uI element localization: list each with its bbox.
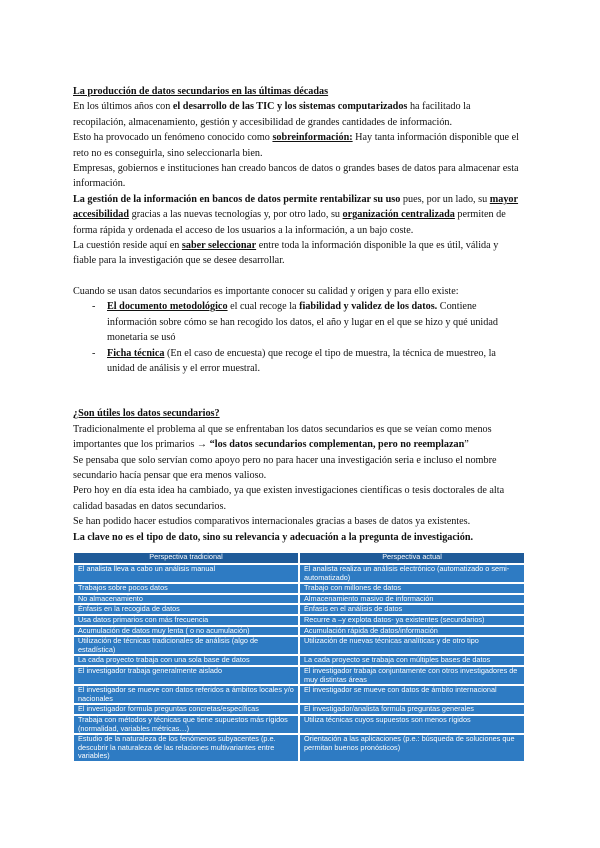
current-cell: El investigador trabaja conjuntamente con otros investigadores de muy distintas áreas <box>299 666 525 685</box>
paragraph-tradicional: Tradicionalmente el problema al que se enfrentaban los datos secundarios es que se veían como menos importantes que los primarios → “los datos secundarios complementan, pero no reemplazan” <box>73 423 492 451</box>
traditional-cell: La cada proyecto trabaja con una sola base de datos <box>73 655 299 666</box>
traditional-cell: Usa datos primarios con más frecuencia <box>73 615 299 626</box>
traditional-cell: El investigador formula preguntas concretas/específicas <box>73 704 299 715</box>
table-row <box>73 666 525 685</box>
table-row <box>73 734 525 762</box>
table-row <box>73 583 525 594</box>
current-cell: Utilización de nuevas técnicas analíticas y de otro tipo <box>299 636 525 655</box>
current-cell: Utiliza técnicas cuyos supuestos son menos rígidos <box>299 715 525 734</box>
table-row <box>73 564 525 583</box>
current-cell: Orientación a las aplicaciones (p.e.: búsqueda de soluciones que permitan buenos pronósticos) <box>299 734 525 762</box>
paragraph-tic: En los últimos años con el desarrollo de las TIC y los sistemas computarizados ha facilitado la recopilación, almacenamiento, gestión y accesibilidad de grandes cantidades de información. <box>73 101 471 128</box>
traditional-cell: Acumulación de datos muy lenta ( o no acumulación) <box>73 626 299 637</box>
paragraph-calidad-origen: Cuando se usan datos secundarios es importante conocer su calidad y origen y para ello existe: <box>73 285 459 297</box>
section-title-production: La producción de datos secundarios en las últimas décadas <box>73 86 329 97</box>
current-cell: Almacenamiento masivo de información <box>299 594 525 605</box>
table-row <box>73 615 525 626</box>
current-cell: Recurre a –y explota datos- ya existentes (secundarios) <box>299 615 525 626</box>
table-row <box>73 594 525 605</box>
paragraph-bancos-datos: Empresas, gobiernos e instituciones han creado bancos de datos o grandes bases de datos para almacenar esta información. <box>73 163 519 190</box>
paragraph-apoyo: Se pensaba que solo servían como apoyo pero no para hacer una investigación seria e incluso el nombre secundario hacía pensar que era menos valioso. <box>73 454 497 481</box>
traditional-cell: El investigador trabaja generalmente aislado <box>73 666 299 685</box>
table-row <box>73 604 525 615</box>
traditional-cell: Estudio de la naturaleza de los fenómenos subyacentes (p.e. descubrir la naturaleza de las relaciones multivariantes entre variables) <box>73 734 299 762</box>
traditional-cell: Utilización de técnicas tradicionales de análisis (algo de estadística) <box>73 636 299 655</box>
paragraph-comparativos: Se han podido hacer estudios comparativos internacionales gracias a bases de datos ya existentes. <box>73 516 471 528</box>
paragraph-clave: La clave no es el tipo de dato, sino su relevancia y adecuación a la pregunta de investigación. <box>73 531 474 543</box>
paragraph-hoy: Pero hoy en día esta idea ha cambiado, ya que existen investigaciones científicas o tesis doctorales de alta calidad basadas en datos secundarios. <box>73 485 505 512</box>
paragraph-seleccionar: La cuestión reside aquí en saber seleccionar entre toda la información disponible la que es útil, válida y fiable para la investigación que se desee desarrollar. <box>73 240 499 267</box>
table-row <box>73 715 525 734</box>
current-cell: El investigador/analista formula preguntas generales <box>299 704 525 715</box>
traditional-cell: Trabaja con métodos y técnicas que tiene supuestos más rígidos (normalidad, variables métricas…) <box>73 715 299 734</box>
traditional-cell: No almacenamiento <box>73 594 299 605</box>
table-row <box>73 704 525 715</box>
traditional-cell: Énfasis en la recogida de datos <box>73 604 299 615</box>
current-cell: La cada proyecto se trabaja con múltiples bases de datos <box>299 655 525 666</box>
paragraph-sobreinformacion: Esto ha provocado un fenómeno conocido como sobreinformación: Hay tanta información disponible que el reto no es conseguirla, sino seleccionarla bien. <box>73 132 519 159</box>
traditional-cell: Trabajos sobre pocos datos <box>73 583 299 594</box>
table-row <box>73 685 525 704</box>
table-row <box>73 655 525 666</box>
traditional-cell: El investigador se mueve con datos referidos a ámbitos locales y/o nacionales <box>73 685 299 704</box>
perspectives-table <box>73 552 525 762</box>
paragraph-gestion: La gestión de la información en bancos de datos permite rentabilizar su uso pues, por un lado, su mayor accesibilidad gracias a las nuevas tecnologías y, por otro lado, su organización centralizada permiten de forma rápida y ordenada el acceso de los usuarios a la información, a un bajo coste. <box>73 193 519 236</box>
current-cell: Énfasis en el análisis de datos <box>299 604 525 615</box>
list-item: - Ficha técnica (En el caso de encuesta) que recoge el tipo de muestra, la técnica de muestreo, la unidad de análisis y el error muestral. <box>92 347 496 374</box>
list-item: - El documento metodológico el cual recoge la fiabilidad y validez de los datos. Contiene información sobre cómo se han recogido los datos, el año y lugar en el que se hizo y qué unidad monetaria se usó <box>92 301 498 344</box>
traditional-cell: El analista lleva a cabo un análisis manual <box>73 564 299 583</box>
table-header-row <box>73 552 525 564</box>
table-row <box>73 626 525 637</box>
current-cell: El investigador se mueve con datos de ámbito internacional <box>299 685 525 704</box>
current-cell: Trabajo con millones de datos <box>299 583 525 594</box>
table-row <box>73 636 525 655</box>
current-cell: El analista realiza un análisis electrónico (automatizado o semi-automatizado) <box>299 564 525 583</box>
current-cell: Acumulación rápida de datos/información <box>299 626 525 637</box>
quality-sources-list <box>73 299 523 376</box>
column-header-current: Perspectiva actual <box>299 552 525 564</box>
document-body <box>73 84 523 545</box>
section-title-utility: ¿Son útiles los datos secundarios? <box>73 408 220 420</box>
column-header-traditional: Perspectiva tradicional <box>73 552 299 564</box>
